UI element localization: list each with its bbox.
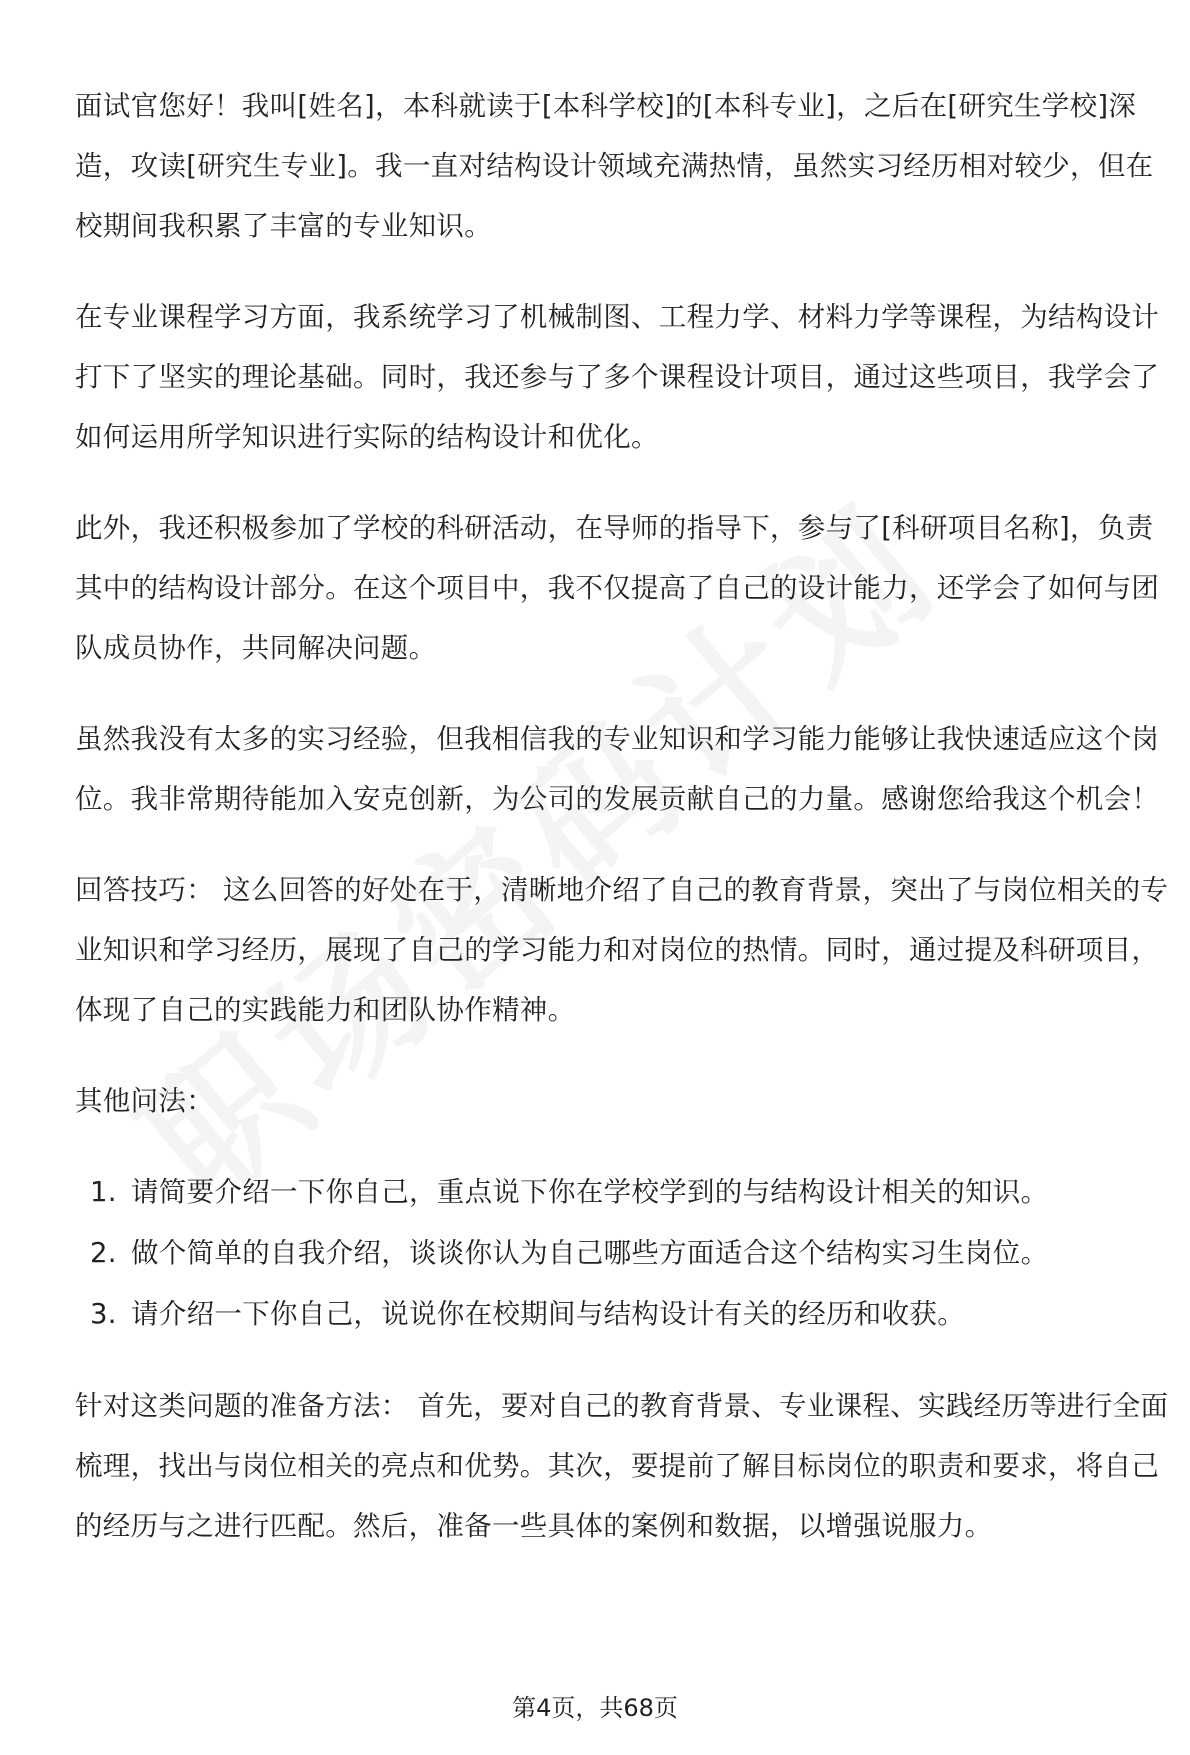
intro-paragraph: 面试官您好！我叫[姓名]，本科就读于[本科学校]的[本科专业]，之后在[研究生学校]深造，攻读[研究生专业]。我一直对结构设计领域充满热情，虽然实习经历相对较少，但在校期间我积累了丰富的专业知识。 [75, 90, 1154, 242]
page-number: 第4页，共68页 [512, 1694, 678, 1722]
coursework-paragraph: 在专业课程学习方面，我系统学习了机械制图、工程力学、材料力学等课程，为结构设计打下了坚实的理论基础。同时，我还参与了多个课程设计项目，通过这些项目，我学会了如何运用所学知识进行实际的结构设计和优化。 [75, 301, 1160, 453]
research-paragraph: 此外，我还积极参加了学校的科研活动，在导师的指导下，参与了[科研项目名称]，负责其中的结构设计部分。在这个项目中，我不仅提高了自己的设计能力，还学会了如何与团队成员协作，共同解决问题。 [75, 512, 1160, 664]
answer-tips-paragraph: 回答技巧： 这么回答的好处在于，清晰地介绍了自己的教育背景，突出了与岗位相关的专业知识和学习经历，展现了自己的学习能力和对岗位的热情。同时，通过提及科研项目，体现了自己的实践能力和团队协作精神。 [75, 874, 1169, 1026]
preparation-paragraph: 针对这类问题的准备方法： 首先，要对自己的教育背景、专业课程、实践经历等进行全面梳理，找出与岗位相关的亮点和优势。其次，要提前了解目标岗位的职责和要求，将自己的经历与之进行匹配。然后，准备一些具体的案例和数据，以增强说服力。 [75, 1390, 1169, 1542]
list-item-text: 请介绍一下你自己，说说你在校期间与结构设计有关的经历和收获。 [131, 1298, 965, 1330]
other-questions-list [75, 1162, 1175, 1345]
list-item-text: 做个简单的自我介绍，谈谈你认为自己哪些方面适合这个结构实习生岗位。 [131, 1237, 1049, 1269]
list-item-number: 2. [90, 1237, 117, 1269]
list-item-number: 1. [90, 1176, 117, 1208]
document-body [75, 76, 1175, 1587]
list-item-text: 请简要介绍一下你自己，重点说下你在学校学到的与结构设计相关的知识。 [131, 1176, 1049, 1208]
list-item [75, 1223, 1175, 1284]
list-item [75, 1162, 1175, 1223]
list-item [75, 1284, 1175, 1345]
closing-paragraph: 虽然我没有太多的实习经验，但我相信我的专业知识和学习能力能够让我快速适应这个岗位。我非常期待能加入安克创新，为公司的发展贡献自己的力量。感谢您给我这个机会！ [75, 723, 1160, 815]
list-item-number: 3. [90, 1298, 117, 1330]
other-questions-heading: 其他问法： [75, 1085, 214, 1117]
